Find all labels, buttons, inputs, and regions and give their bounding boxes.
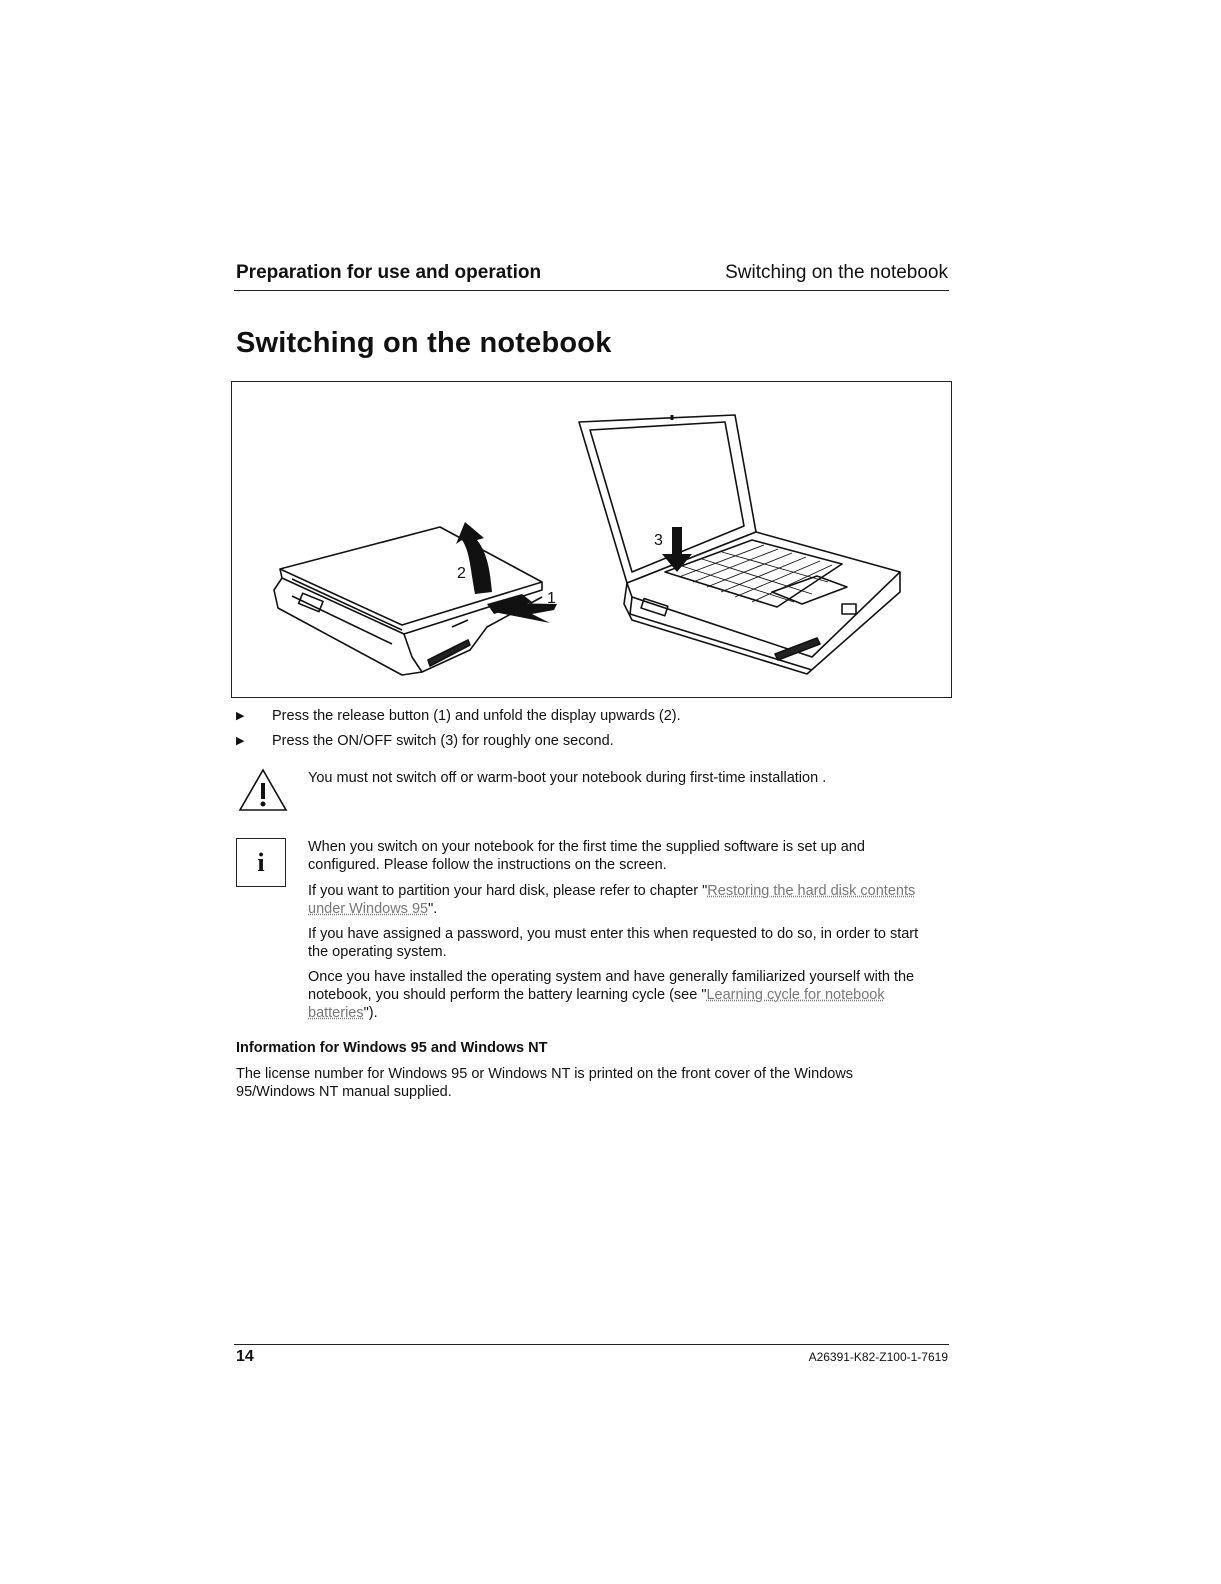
warning-triangle-icon	[238, 768, 288, 812]
info-text: If you want to partition your hard disk, please refer to chapter "	[308, 883, 708, 899]
license-paragraph: The license number for Windows 95 or Windows NT is printed on the front cover of the Windows 95/Windows NT manual supplied.	[236, 1066, 854, 1100]
open-notebook-drawing	[579, 415, 900, 674]
step-text: Press the ON/OFF switch (3) for roughly one second.	[272, 733, 614, 749]
bullet-arrow-icon: ▶	[236, 735, 245, 747]
info-paragraph	[308, 882, 933, 918]
callout-1: 1	[547, 590, 556, 607]
page-title: Switching on the notebook	[236, 327, 612, 359]
info-text: ".	[428, 901, 438, 917]
info-paragraph: If you have assigned a password, you must enter this when requested to do so, in order to start the operating system.	[308, 926, 919, 960]
info-text: Once you have installed the operating system and have generally familiarized yourself with the notebook, you should perform the battery learning cycle (see "	[308, 969, 915, 1003]
warning-text: You must not switch off or warm-boot your notebook during first-time installation .	[308, 770, 827, 786]
footer-divider	[234, 1344, 949, 1345]
bullet-arrow-icon: ▶	[236, 710, 245, 722]
document-id: A26391-K82-Z100-1-7619	[808, 1350, 948, 1364]
callout-2: 2	[457, 565, 466, 582]
chapter-link-learning-cycle[interactable]: Learning cycle for notebook batteries	[308, 987, 885, 1021]
header-divider	[234, 290, 949, 291]
info-icon: i	[236, 838, 286, 887]
header-topic: Switching on the notebook	[725, 262, 948, 283]
page-number: 14	[236, 1348, 254, 1365]
header-section-title: Preparation for use and operation	[236, 262, 542, 283]
info-paragraph	[308, 968, 933, 1022]
notebook-drawing	[232, 382, 953, 699]
windows-info-heading: Information for Windows 95 and Windows NT	[236, 1040, 548, 1056]
info-text: ").	[363, 1005, 378, 1021]
chapter-link-restoring[interactable]: Restoring the hard disk contents under Windows 95	[308, 883, 916, 917]
notebook-illustration	[231, 381, 952, 698]
info-paragraph: When you switch on your notebook for the first time the supplied software is set up and configured. Please follow the instructions on the screen.	[308, 839, 865, 873]
callout-3: 3	[654, 532, 663, 549]
step-text: Press the release button (1) and unfold the display upwards (2).	[272, 708, 681, 724]
